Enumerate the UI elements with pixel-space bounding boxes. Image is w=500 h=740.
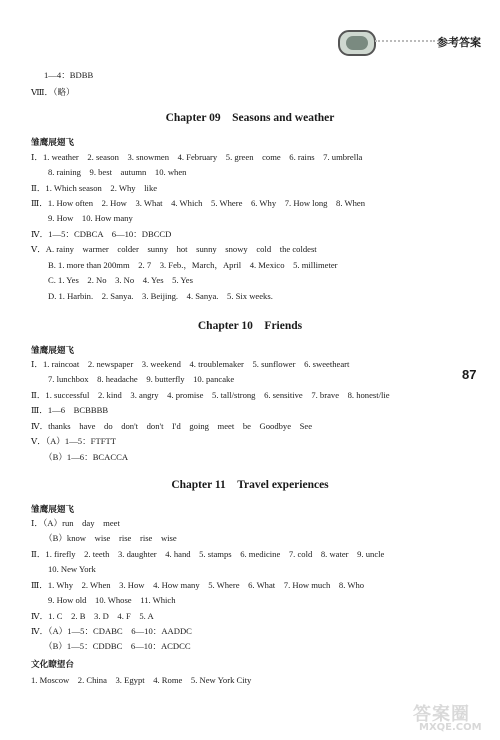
answer-line: Ⅳ．1. C 2. B 3. D 4. F 5. A	[31, 611, 154, 621]
answer-line: Ⅰ．（A）run day meet	[31, 518, 120, 528]
answer-line: 1—4：BDBB	[44, 70, 94, 80]
header-badge-icon	[338, 30, 376, 56]
page-number: 87	[462, 367, 477, 382]
answer-line: C. 1. Yes 2. No 3. No 4. Yes 5. Yes	[48, 275, 193, 285]
answer-line: Ⅱ．1. firefly 2. teeth 3. daughter 4. hand 5. stamps 6. medicine 7. cold 8. water 9. uncle	[31, 549, 385, 559]
answer-line: （B）1—6：BCACCA	[44, 452, 129, 462]
answer-line: Ⅲ．1. How often 2. How 3. What 4. Which 5. Where 6. Why 7. How long 8. When	[31, 198, 366, 208]
answer-line: Ⅱ．1. successful 2. kind 3. angry 4. promise 5. tall/strong 6. sensitive 7. brave 8. honest/lie	[31, 390, 390, 400]
answer-line: Ⅷ．（略）	[31, 87, 75, 97]
answer-line: 8. raining 9. best autumn 10. when	[48, 167, 187, 177]
header-title: 参考答案	[437, 36, 481, 49]
section-heading: 雏鹰展翅飞	[31, 138, 74, 148]
answer-line: D. 1. Harbin. 2. Sanya. 3. Beijing. 4. Sanya. 5. Six weeks.	[48, 291, 273, 301]
answer-line: 9. How old 10. Whose 11. Which	[48, 595, 176, 605]
answer-line: Ⅳ．1—5：CDBCA 6—10：DBCCD	[31, 229, 172, 239]
answer-line: 1. Moscow 2. China 3. Egypt 4. Rome 5. New York City	[31, 675, 252, 685]
answer-line: 9. How 10. How many	[48, 213, 133, 223]
answer-line: B. 1. more than 200mm 2. 7 3. Feb.，March，April 4. Mexico 5. millimeter	[48, 260, 338, 270]
chapter-title: Chapter 11 Travel experiences	[171, 479, 329, 491]
chapter-title: Chapter 10 Friends	[197, 320, 303, 332]
answer-line: Ⅲ．1—6 BCBBBB	[31, 405, 109, 415]
answer-line: Ⅲ．1. Why 2. When 3. How 4. How many 5. Where 6. What 7. How much 8. Who	[31, 580, 365, 590]
section-heading: 文化瞭望台	[31, 660, 74, 670]
answer-line: Ⅳ．（A）1—5：CDABC 6—10：AADDC	[31, 626, 192, 636]
chapter-title: Chapter 09 Seasons and weather	[165, 112, 335, 124]
answer-line: Ⅰ．1. weather 2. season 3. snowmen 4. February 5. green come 6. rains 7. umbrella	[31, 152, 363, 162]
answer-line: （B）know wise rise rise wise	[44, 533, 177, 543]
answer-line: Ⅳ．thanks have do don't don't I'd going meet be Goodbye See	[31, 421, 313, 431]
answer-line: Ⅴ．（A）1—5：FTFTT	[31, 436, 116, 446]
watermark-url: MXQE.COM	[419, 722, 482, 733]
answer-line: Ⅴ．A. rainy warmer colder sunny hot sunny snowy cold the coldest	[31, 244, 317, 254]
answer-line: Ⅰ．1. raincoat 2. newspaper 3. weekend 4. troublemaker 5. sunflower 6. sweetheart	[31, 359, 350, 369]
section-heading: 雏鹰展翅飞	[31, 346, 74, 356]
answer-line: 7. lunchbox 8. headache 9. butterfly 10. pancake	[48, 374, 235, 384]
watermark-text: 答案圈	[413, 704, 470, 725]
watermark	[405, 700, 495, 736]
header-divider	[375, 40, 435, 44]
answer-line: （B）1—5：CDDBC 6—10：ACDCC	[44, 641, 191, 651]
answer-line: 10. New York	[48, 564, 96, 574]
section-heading: 雏鹰展翅飞	[31, 505, 74, 515]
answer-line: Ⅱ．1. Which season 2. Why like	[31, 183, 158, 193]
